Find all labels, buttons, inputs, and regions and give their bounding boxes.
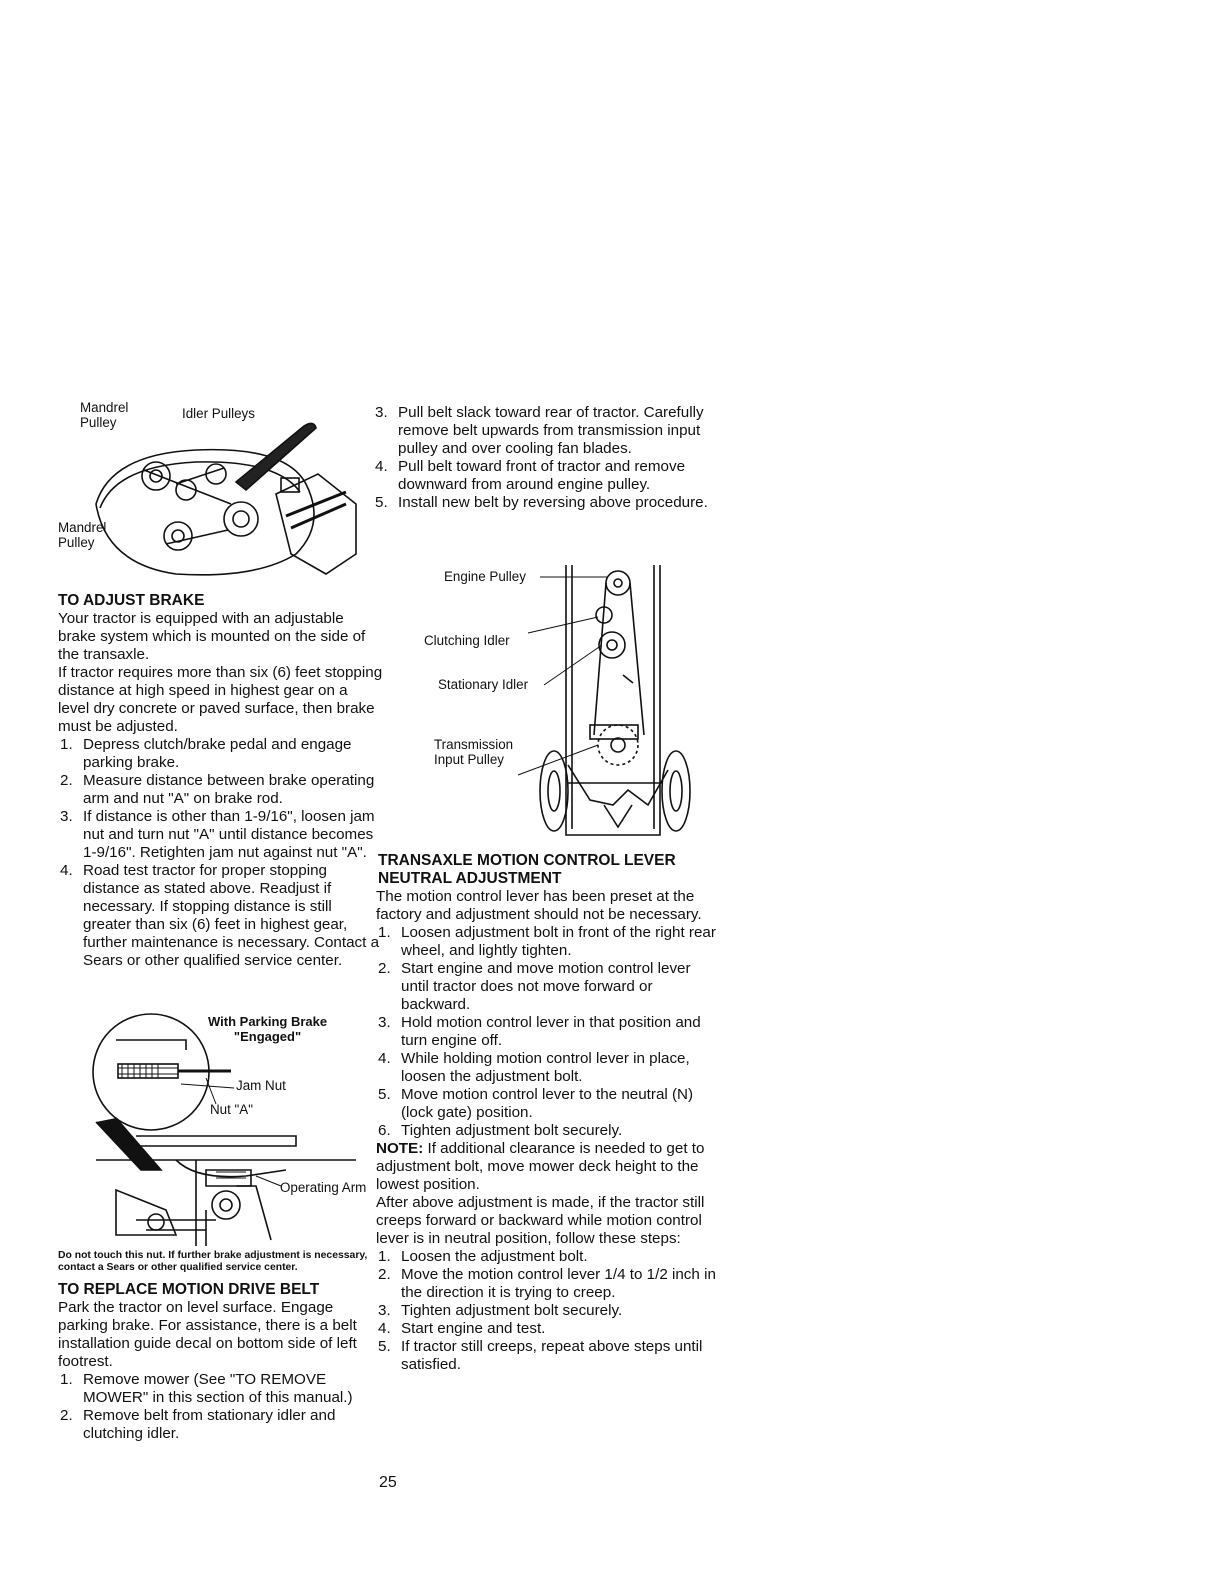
transaxle-note: NOTE: If additional clearance is needed to get to adjustment bolt, move mower deck height to the lowest position. — [376, 1140, 705, 1193]
idler-pulleys-label: Idler Pulleys — [182, 406, 255, 421]
list-item: 4. Road test tractor for proper stopping distance as stated above. Readjust if necessary. If stopping distance is still greater than six (6) feet in highest gear, further maintenance is necessary. Contact a Sears or other qualified service center. — [60, 862, 380, 969]
list-item: 1. Remove mower (See "TO REMOVE MOWER" in this section of this manual.) — [60, 1371, 353, 1406]
list-item: 3. Tighten adjustment bolt securely. — [378, 1302, 623, 1319]
adjust-brake-steps — [58, 736, 383, 970]
list-item: 4. Pull belt toward front of tractor and remove downward from around engine pulley. — [375, 458, 686, 493]
list-item: 3. Pull belt slack toward rear of tractor. Carefully remove belt upwards from transmission input pulley and over cooling fan blades. — [375, 404, 704, 457]
mandrel-pulley-label-bottom: Mandrel Pulley — [58, 520, 107, 550]
transaxle-section — [376, 852, 721, 1374]
transaxle-heading: TRANSAXLE MOTION CONTROL LEVER NEUTRAL ADJUSTMENT — [378, 852, 676, 887]
jam-nut-label: Jam Nut — [236, 1078, 286, 1093]
mandrel-pulley-label-top: Mandrel Pulley — [80, 400, 129, 430]
list-item: 5. If tractor still creeps, repeat above steps until satisfied. — [378, 1338, 703, 1373]
replace-belt-continued — [373, 404, 713, 512]
stationary-idler-label: Stationary Idler — [438, 677, 529, 692]
belt-figure — [418, 565, 718, 845]
deck-diagram — [56, 404, 386, 590]
list-item: 4. Start engine and test. — [378, 1320, 546, 1337]
list-item: 3. Hold motion control lever in that position and turn engine off. — [378, 1014, 701, 1049]
replace-belt-heading: TO REPLACE MOTION DRIVE BELT — [58, 1281, 320, 1298]
list-item: 3. If distance is other than 1-9/16", loosen jam nut and turn nut "A" until distance becomes 1-9/16". Retighten jam nut against nut "A". — [60, 808, 375, 861]
adjust-brake-intro: Your tractor is equipped with an adjustable brake system which is mounted on the side of the transaxle. — [58, 610, 366, 663]
adjust-brake-intro2: If tractor requires more than six (6) feet stopping distance at high speed in highest gear on a level dry concrete or paved surface, then brake must be adjusted. — [58, 664, 383, 735]
brake-diagram — [56, 1010, 386, 1246]
adjust-brake-section — [58, 592, 383, 970]
transaxle-intro: The motion control lever has been preset at the factory and adjustment should not be necessary. — [376, 888, 702, 923]
belt-diagram — [418, 565, 718, 845]
replace-belt-section — [58, 1250, 383, 1443]
adjust-brake-heading: TO ADJUST BRAKE — [58, 592, 205, 609]
brake-nut-note: Do not touch this nut. If further brake adjustment is necessary, contact a Sears or other qualified service center. — [58, 1250, 368, 1273]
transmission-pulley-label: Transmission Input Pulley — [434, 737, 514, 767]
list-item: 1. Loosen adjustment bolt in front of the right rear wheel, and lightly tighten. — [378, 924, 716, 959]
list-item: 6. Tighten adjustment bolt securely. — [378, 1122, 623, 1139]
list-item: 1. Loosen the adjustment bolt. — [378, 1248, 588, 1265]
clutching-idler-label: Clutching Idler — [424, 633, 510, 648]
list-item: 2. Start engine and move motion control lever until tractor does not move forward or backward. — [378, 960, 691, 1013]
list-item: 1. Depress clutch/brake pedal and engage parking brake. — [60, 736, 352, 771]
nut-a-label: Nut "A" — [210, 1102, 253, 1117]
list-item: 5. Install new belt by reversing above procedure. — [375, 494, 708, 511]
transaxle-steps — [376, 924, 721, 1140]
page-number: 25 — [379, 1474, 397, 1491]
list-item: 4. While holding motion control lever in place, loosen the adjustment bolt. — [378, 1050, 690, 1085]
replace-belt-steps-left — [58, 1371, 383, 1443]
list-item: 2. Remove belt from stationary idler and clutching idler. — [60, 1407, 336, 1442]
list-item: 2. Measure distance between brake operating arm and nut "A" on brake rod. — [60, 772, 375, 807]
transaxle-steps-2 — [376, 1248, 721, 1374]
deck-figure — [56, 400, 386, 590]
engine-pulley-label: Engine Pulley — [444, 569, 526, 584]
operating-arm-label: Operating Arm — [280, 1180, 367, 1195]
brake-figure — [56, 1010, 386, 1246]
replace-belt-intro: Park the tractor on level surface. Engage parking brake. For assistance, there is a belt installation guide decal on bottom side of left footrest. — [58, 1299, 357, 1370]
list-item: 2. Move the motion control lever 1/4 to 1/2 inch in the direction it is trying to creep. — [378, 1266, 716, 1301]
replace-belt-steps-right — [373, 404, 713, 512]
list-item: 5. Move motion control lever to the neutral (N) (lock gate) position. — [378, 1086, 694, 1121]
transaxle-after: After above adjustment is made, if the tractor still creeps forward or backward while motion control lever is in neutral position, follow these steps: — [376, 1194, 705, 1247]
parking-brake-label: With Parking Brake "Engaged" — [208, 1014, 328, 1044]
